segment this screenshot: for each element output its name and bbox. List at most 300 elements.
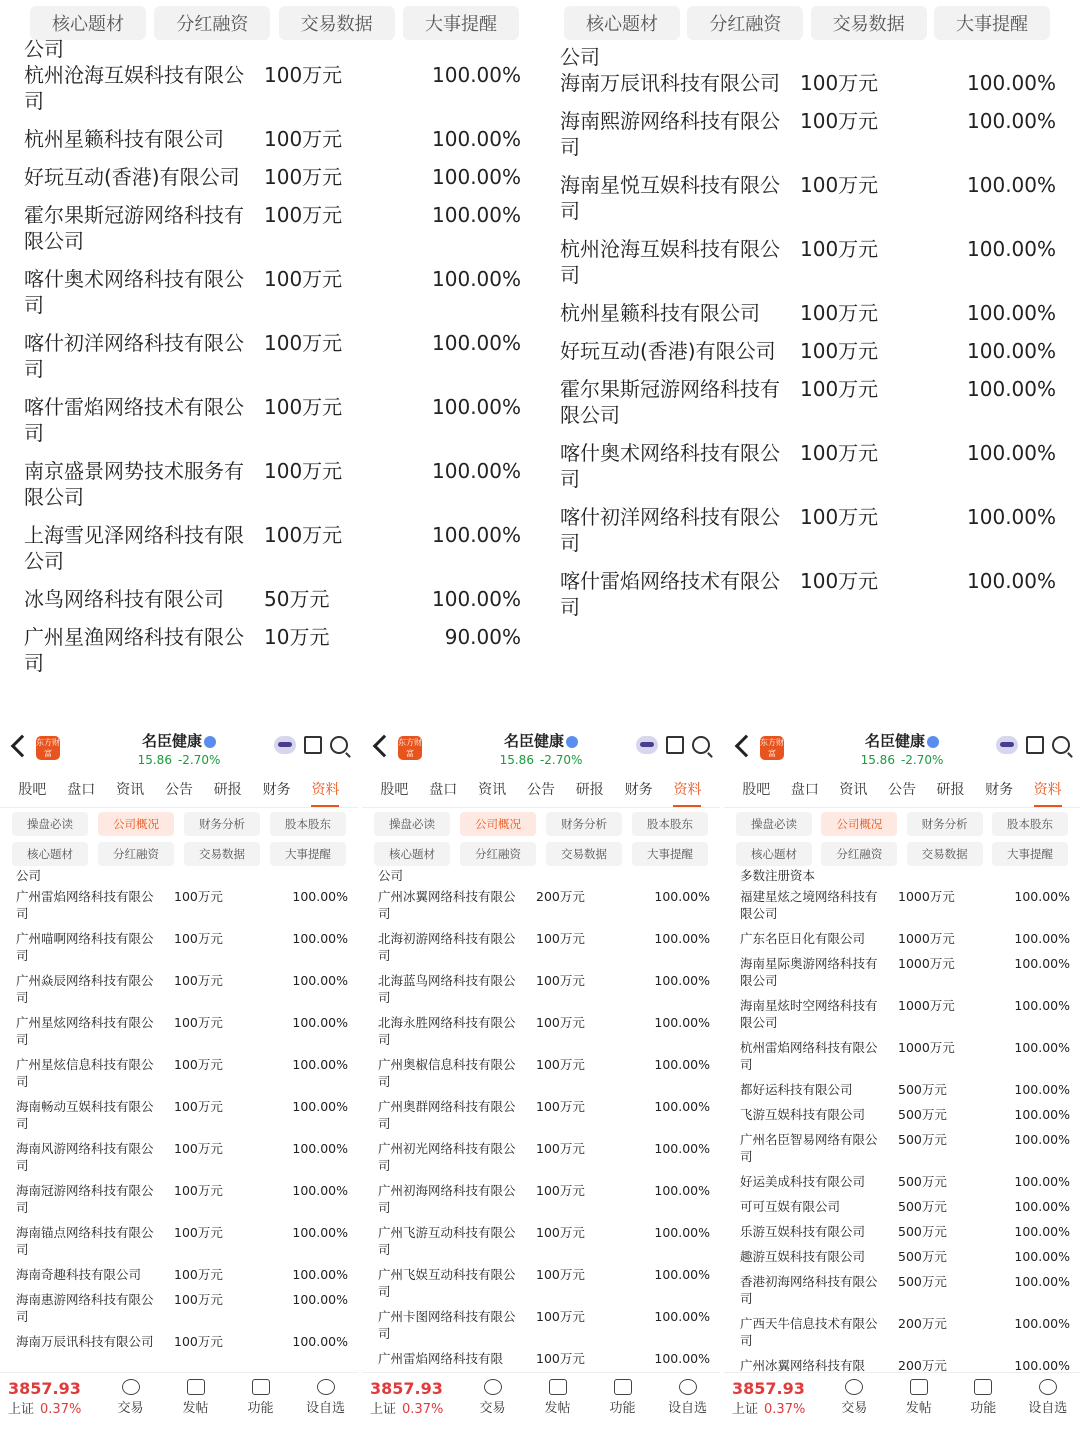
subtab-操盘必读[interactable]: 操盘必读 <box>374 812 450 836</box>
nav-资料[interactable]: 资料 <box>1034 778 1062 807</box>
registered-capital: 100万元 <box>264 267 343 291</box>
holding-ratio: 100.00% <box>1014 998 1070 1013</box>
table-row <box>540 376 1080 428</box>
table-row <box>540 338 1080 364</box>
top-tabs <box>540 6 1080 40</box>
stock-price: 15.86 <box>137 753 172 767</box>
sub-tabs <box>724 812 1080 872</box>
search-icon[interactable] <box>330 736 348 754</box>
registered-capital: 1000万元 <box>898 1040 955 1055</box>
holding-ratio: 100.00% <box>1014 1316 1070 1331</box>
table-row <box>0 586 535 612</box>
registered-capital: 100万元 <box>800 109 879 133</box>
holding-ratio: 100.00% <box>654 1267 710 1282</box>
bottom-tab-功能[interactable] <box>228 1379 293 1416</box>
company-name: 广州冰翼网络科技有限公司 <box>378 889 516 921</box>
holding-ratio: 100.00% <box>432 395 521 419</box>
bottom-tab-label: 交易 <box>117 1401 144 1416</box>
registered-capital: 100万元 <box>536 1099 585 1114</box>
holding-ratio: 100.00% <box>1014 1132 1070 1147</box>
company-name: 喀什雷焰网络技术有限公司 <box>560 569 780 619</box>
holding-ratio: 100.00% <box>1014 1040 1070 1055</box>
subtab-交易数据[interactable]: 交易数据 <box>546 842 622 866</box>
stock-quote <box>0 753 358 767</box>
registered-capital: 100万元 <box>174 1267 223 1282</box>
registered-capital: 100万元 <box>264 395 343 419</box>
nav-股吧[interactable]: 股吧 <box>742 782 771 798</box>
nav-资讯[interactable]: 资讯 <box>839 782 868 798</box>
app-logo: 东方财富 <box>398 738 422 758</box>
table-row <box>724 1315 1080 1349</box>
company-name: 北海永胜网络科技有限公司 <box>378 1015 516 1047</box>
subtab-财务分析[interactable]: 财务分析 <box>907 812 983 836</box>
subtab-财务分析[interactable]: 财务分析 <box>546 812 622 836</box>
subsidiary-list <box>0 37 535 688</box>
holding-ratio: 100.00% <box>292 1141 348 1156</box>
company-name: 杭州星籁科技有限公司 <box>24 127 224 151</box>
tab-核心题材[interactable]: 核心题材 <box>564 6 680 40</box>
subtab-操盘必读[interactable]: 操盘必读 <box>12 812 88 836</box>
table-row <box>0 888 358 922</box>
bottom-tab-设自选[interactable] <box>293 1379 358 1416</box>
stock-change: -2.70% <box>539 753 583 767</box>
index-value: 3857.93 <box>370 1378 443 1398</box>
stock-name: 名臣健康 <box>0 730 358 751</box>
company-name: 广西天牛信息技术有限公司 <box>740 1316 878 1348</box>
nav-股吧[interactable]: 股吧 <box>18 782 47 798</box>
registered-capital: 100万元 <box>800 569 879 593</box>
nav-公告[interactable]: 公告 <box>526 782 555 798</box>
registered-capital: 100万元 <box>800 301 879 325</box>
registered-capital: 100万元 <box>174 1141 223 1156</box>
app-header <box>362 722 720 776</box>
holding-ratio: 100.00% <box>432 165 521 189</box>
stock-name: 名臣健康 <box>362 730 720 751</box>
company-name: 广州飞游互动科技有限公司 <box>378 1225 516 1257</box>
nav-资料[interactable]: 资料 <box>311 778 339 807</box>
nav-股吧[interactable]: 股吧 <box>380 782 409 798</box>
more-icon <box>1039 1379 1057 1395</box>
subtab-核心题材[interactable]: 核心题材 <box>736 842 812 866</box>
subtab-核心题材[interactable]: 核心题材 <box>12 842 88 866</box>
table-row <box>362 1350 720 1367</box>
bottom-tab-交易[interactable] <box>98 1379 163 1416</box>
search-icon[interactable] <box>692 736 710 754</box>
holding-ratio: 100.00% <box>292 1267 348 1282</box>
table-row <box>362 1308 720 1342</box>
table-row <box>0 1333 358 1350</box>
table-row <box>362 1182 720 1216</box>
bottom-tab-功能[interactable] <box>951 1379 1016 1416</box>
bottom-tab-label: 设自选 <box>667 1401 707 1416</box>
table-row <box>0 202 535 254</box>
index-quote[interactable] <box>8 1379 98 1417</box>
table-row <box>362 1098 720 1132</box>
table-row <box>540 108 1080 160</box>
nav-公告[interactable]: 公告 <box>164 782 193 798</box>
screenshot-bottom-right <box>724 722 1080 1440</box>
company-name: 北海蓝鸟网络科技有限公司 <box>378 973 516 1005</box>
bottom-tab-label: 交易 <box>841 1401 868 1416</box>
registered-capital: 100万元 <box>536 1351 585 1366</box>
bottom-tab-label: 发帖 <box>544 1401 571 1416</box>
company-name: 海南万辰讯科技有限公司 <box>560 71 780 95</box>
holding-ratio: 100.00% <box>1014 1358 1070 1373</box>
stock-change: -2.70% <box>900 753 944 767</box>
sub-tab-row <box>374 812 708 836</box>
nav-资讯[interactable]: 资讯 <box>116 782 145 798</box>
bottom-tab-功能[interactable] <box>590 1379 655 1416</box>
registered-capital: 200万元 <box>898 1358 947 1373</box>
company-name: 广州雷焰网络科技有限 <box>378 1351 504 1366</box>
registered-capital: 500万元 <box>898 1174 947 1189</box>
holding-ratio: 100.00% <box>967 569 1056 593</box>
sub-tab-row <box>374 842 708 866</box>
tab-交易数据[interactable]: 交易数据 <box>279 6 395 40</box>
stock-price: 15.86 <box>860 753 895 767</box>
table-row <box>724 955 1080 989</box>
subtab-股本股东[interactable]: 股本股东 <box>270 812 346 836</box>
holding-ratio: 100.00% <box>1014 1082 1070 1097</box>
sub-tabs <box>362 812 720 872</box>
holding-ratio: 100.00% <box>967 173 1056 197</box>
company-name: 海南冠游网络科技有限公司 <box>16 1183 154 1215</box>
row-partial <box>0 37 535 62</box>
registered-capital: 100万元 <box>264 459 343 483</box>
nav-资讯[interactable]: 资讯 <box>478 782 507 798</box>
index-name: 上证 0.37% <box>732 1401 806 1417</box>
company-name: 北海初游网络科技有限公司 <box>378 931 516 963</box>
company-name: 香港初海网络科技有限公司 <box>740 1274 878 1306</box>
table-row <box>540 70 1080 96</box>
company-name: 都好运科技有限公司 <box>740 1082 853 1097</box>
bottom-tab-发帖[interactable] <box>525 1379 590 1416</box>
subtab-大事提醒[interactable]: 大事提醒 <box>632 842 708 866</box>
subtab-分红融资[interactable]: 分红融资 <box>98 842 174 866</box>
registered-capital: 100万元 <box>536 973 585 988</box>
screenshot-bottom-middle <box>362 722 720 1440</box>
registered-capital: 100万元 <box>536 1183 585 1198</box>
registered-capital: 100万元 <box>174 1292 223 1307</box>
company-name: 广州飞娱互动科技有限公司 <box>378 1267 516 1299</box>
subtab-股本股东[interactable]: 股本股东 <box>632 812 708 836</box>
main-nav <box>362 778 720 808</box>
table-row <box>724 1081 1080 1098</box>
company-name: 广州星炫网络科技有限公司 <box>16 1015 154 1047</box>
subtab-大事提醒[interactable]: 大事提醒 <box>992 842 1068 866</box>
table-row <box>0 1056 358 1090</box>
holding-ratio: 100.00% <box>432 63 521 87</box>
index-value: 3857.93 <box>732 1378 805 1398</box>
more-icon <box>679 1379 697 1395</box>
nav-财务[interactable]: 财务 <box>262 782 291 798</box>
bottom-tab-设自选[interactable] <box>655 1379 720 1416</box>
table-row <box>0 522 535 574</box>
tab-大事提醒[interactable]: 大事提醒 <box>403 6 519 40</box>
top-tabs <box>0 6 535 40</box>
nav-财务[interactable]: 财务 <box>624 782 653 798</box>
subtab-股本股东[interactable]: 股本股东 <box>992 812 1068 836</box>
table-row <box>362 1224 720 1258</box>
index-change: 0.37% <box>40 1401 82 1417</box>
index-quote[interactable] <box>370 1379 460 1417</box>
company-name: 杭州沧海互娱科技有限公司 <box>24 63 244 113</box>
holding-ratio: 100.00% <box>654 1183 710 1198</box>
registered-capital: 10万元 <box>264 625 330 649</box>
company-name: 公司 <box>24 37 64 61</box>
assistant-icon[interactable] <box>636 736 658 754</box>
table-row <box>724 1106 1080 1123</box>
company-name: 广州焱辰网络科技有限公司 <box>16 973 154 1005</box>
stock-quote <box>724 753 1080 767</box>
nav-公告[interactable]: 公告 <box>887 782 916 798</box>
registered-capital: 100万元 <box>174 889 223 904</box>
holding-ratio: 100.00% <box>654 1015 710 1030</box>
holding-ratio: 100.00% <box>654 889 710 904</box>
table-row <box>540 568 1080 620</box>
bottom-bar <box>724 1372 1080 1422</box>
bottom-tab-label: 功能 <box>970 1401 997 1416</box>
holding-ratio: 100.00% <box>292 1225 348 1240</box>
holding-ratio: 100.00% <box>432 127 521 151</box>
subtab-交易数据[interactable]: 交易数据 <box>184 842 260 866</box>
main-nav <box>0 778 358 808</box>
company-name: 上海雪见泽网络科技有限公司 <box>24 523 244 573</box>
company-name: 广州初光网络科技有限公司 <box>378 1141 516 1173</box>
subtab-公司概况[interactable]: 公司概况 <box>821 812 897 836</box>
subsidiary-list <box>0 868 358 1372</box>
registered-capital: 50万元 <box>264 587 330 611</box>
registered-capital: 100万元 <box>264 203 343 227</box>
company-name: 喀什奥术网络科技有限公司 <box>24 267 244 317</box>
registered-capital: 100万元 <box>264 63 343 87</box>
grid-icon <box>974 1379 992 1395</box>
table-row <box>0 458 535 510</box>
registered-capital: 100万元 <box>174 1057 223 1072</box>
registered-capital: 500万元 <box>898 1274 947 1289</box>
stock-quote <box>362 753 720 767</box>
company-name: 好玩互动(香港)有限公司 <box>24 165 240 189</box>
table-row <box>0 394 535 446</box>
holding-ratio: 100.00% <box>654 1099 710 1114</box>
registered-capital: 100万元 <box>264 331 343 355</box>
company-name: 广州星炫信息科技有限公司 <box>16 1057 154 1089</box>
nav-研报[interactable]: 研报 <box>575 782 604 798</box>
table-row <box>0 972 358 1006</box>
holding-ratio: 100.00% <box>292 1015 348 1030</box>
holding-ratio: 100.00% <box>654 1309 710 1324</box>
subtab-大事提醒[interactable]: 大事提醒 <box>270 842 346 866</box>
subtab-操盘必读[interactable]: 操盘必读 <box>736 812 812 836</box>
holding-ratio: 100.00% <box>432 523 521 547</box>
subtab-核心题材[interactable]: 核心题材 <box>374 842 450 866</box>
company-name: 海南奇趣科技有限公司 <box>16 1267 142 1282</box>
registered-capital: 1000万元 <box>898 931 955 946</box>
tab-核心题材[interactable]: 核心题材 <box>30 6 146 40</box>
registered-capital: 100万元 <box>800 441 879 465</box>
table-row <box>724 1198 1080 1215</box>
edit-icon <box>910 1379 928 1395</box>
holding-ratio: 100.00% <box>292 931 348 946</box>
nav-研报[interactable]: 研报 <box>213 782 242 798</box>
nav-财务[interactable]: 财务 <box>985 782 1014 798</box>
table-row <box>362 930 720 964</box>
subtab-分红融资[interactable]: 分红融资 <box>821 842 897 866</box>
registered-capital: 100万元 <box>800 377 879 401</box>
company-name: 广州喵啊网络科技有限公司 <box>16 931 154 963</box>
company-name: 广州名臣智易网络有限公司 <box>740 1132 878 1164</box>
holding-ratio: 100.00% <box>292 1292 348 1307</box>
registered-capital: 100万元 <box>536 1309 585 1324</box>
table-row <box>0 164 535 190</box>
nav-盘口[interactable]: 盘口 <box>790 782 819 798</box>
sub-tab-row <box>12 812 346 836</box>
search-icon[interactable] <box>1052 736 1070 754</box>
company-name: 福建星炫之境网络科技有限公司 <box>740 889 878 921</box>
subtab-公司概况[interactable]: 公司概况 <box>98 812 174 836</box>
app-logo: 东方财富 <box>760 738 784 758</box>
bottom-tab-交易[interactable] <box>460 1379 525 1416</box>
subtab-分红融资[interactable]: 分红融资 <box>460 842 536 866</box>
table-row <box>362 1140 720 1174</box>
company-name: 广州奥椒信息科技有限公司 <box>378 1057 516 1089</box>
holding-ratio: 100.00% <box>432 459 521 483</box>
table-row <box>0 1266 358 1283</box>
assistant-icon[interactable] <box>996 736 1018 754</box>
index-change: 0.37% <box>402 1401 444 1417</box>
screenshot-bottom-left <box>0 722 358 1440</box>
company-name: 海南畅动互娱科技有限公司 <box>16 1099 154 1131</box>
tab-交易数据[interactable]: 交易数据 <box>811 6 927 40</box>
registered-capital: 100万元 <box>536 1267 585 1282</box>
holding-ratio: 100.00% <box>654 931 710 946</box>
company-name: 广州星渔网络科技有限公司 <box>24 625 244 675</box>
registered-capital: 100万元 <box>536 1057 585 1072</box>
holding-ratio: 100.00% <box>967 71 1056 95</box>
table-row <box>0 126 535 152</box>
bottom-tab-label: 交易 <box>479 1401 506 1416</box>
nav-资料[interactable]: 资料 <box>673 778 701 807</box>
tab-分红融资[interactable]: 分红融资 <box>687 6 803 40</box>
subtab-交易数据[interactable]: 交易数据 <box>907 842 983 866</box>
registered-capital: 100万元 <box>264 165 343 189</box>
company-name: 广东名臣日化有限公司 <box>740 931 866 946</box>
table-row <box>724 888 1080 922</box>
bottom-tab-交易[interactable] <box>822 1379 887 1416</box>
bottom-tab-发帖[interactable] <box>887 1379 952 1416</box>
table-row <box>540 300 1080 326</box>
holding-ratio: 100.00% <box>1014 1249 1070 1264</box>
registered-capital: 100万元 <box>536 1015 585 1030</box>
subsidiary-list <box>540 45 1080 632</box>
sub-tabs <box>0 812 358 872</box>
table-row <box>362 1056 720 1090</box>
company-name: 冰鸟网络科技有限公司 <box>24 587 224 611</box>
table-row <box>540 172 1080 224</box>
table-row <box>540 236 1080 288</box>
holding-ratio: 100.00% <box>432 587 521 611</box>
company-name: 霍尔果斯冠游网络科技有限公司 <box>560 377 780 427</box>
row-partial <box>0 868 358 884</box>
registered-capital: 500万元 <box>898 1107 947 1122</box>
grid-icon <box>614 1379 632 1395</box>
holding-ratio: 100.00% <box>654 1225 710 1240</box>
index-quote[interactable] <box>732 1379 822 1417</box>
registered-capital: 100万元 <box>800 173 879 197</box>
holding-ratio: 100.00% <box>654 973 710 988</box>
row-partial <box>540 45 1080 70</box>
company-name: 海南惠游网络科技有限公司 <box>16 1292 154 1324</box>
tab-大事提醒[interactable]: 大事提醒 <box>934 6 1050 40</box>
company-name: 乐游互娱科技有限公司 <box>740 1224 866 1239</box>
bottom-tab-label: 发帖 <box>182 1401 209 1416</box>
company-name: 杭州雷焰网络科技有限公司 <box>740 1040 878 1072</box>
nav-研报[interactable]: 研报 <box>936 782 965 798</box>
registered-capital: 200万元 <box>536 889 585 904</box>
stock-price: 15.86 <box>499 753 534 767</box>
registered-capital: 100万元 <box>174 1099 223 1114</box>
holding-ratio: 100.00% <box>292 1057 348 1072</box>
holding-ratio: 100.00% <box>292 1334 348 1349</box>
company-name: 海南熙游网络科技有限公司 <box>560 109 780 159</box>
subtab-财务分析[interactable]: 财务分析 <box>184 812 260 836</box>
table-row <box>362 1266 720 1300</box>
yen-icon <box>845 1379 863 1395</box>
company-name: 飞游互娱科技有限公司 <box>740 1107 866 1122</box>
holding-ratio: 100.00% <box>1014 1199 1070 1214</box>
share-icon[interactable] <box>666 736 684 754</box>
assistant-icon[interactable] <box>274 736 296 754</box>
nav-盘口[interactable]: 盘口 <box>67 782 96 798</box>
tab-分红融资[interactable]: 分红融资 <box>154 6 270 40</box>
table-row <box>724 1039 1080 1073</box>
holding-ratio: 100.00% <box>1014 931 1070 946</box>
share-icon[interactable] <box>1026 736 1044 754</box>
holding-ratio: 100.00% <box>654 1057 710 1072</box>
registered-capital: 100万元 <box>536 931 585 946</box>
holding-ratio: 100.00% <box>967 109 1056 133</box>
bottom-tab-设自选[interactable] <box>1016 1379 1080 1416</box>
nav-盘口[interactable]: 盘口 <box>429 782 458 798</box>
header-icons <box>274 736 348 754</box>
bottom-tab-发帖[interactable] <box>163 1379 228 1416</box>
app-header <box>0 722 358 776</box>
holding-ratio: 100.00% <box>967 237 1056 261</box>
holding-ratio: 100.00% <box>292 973 348 988</box>
holding-ratio: 100.00% <box>967 441 1056 465</box>
table-row <box>362 1014 720 1048</box>
registered-capital: 100万元 <box>264 127 343 151</box>
registered-capital: 100万元 <box>536 1225 585 1240</box>
subtab-公司概况[interactable]: 公司概况 <box>460 812 536 836</box>
registered-capital: 500万元 <box>898 1199 947 1214</box>
holding-ratio: 100.00% <box>432 331 521 355</box>
registered-capital: 200万元 <box>898 1316 947 1331</box>
app-logo: 东方财富 <box>36 738 60 758</box>
table-row <box>0 1224 358 1258</box>
holding-ratio: 100.00% <box>1014 1274 1070 1289</box>
verified-icon <box>927 736 939 748</box>
share-icon[interactable] <box>304 736 322 754</box>
holding-ratio: 100.00% <box>967 339 1056 363</box>
company-name: 公司 <box>560 45 600 69</box>
holding-ratio: 100.00% <box>1014 1107 1070 1122</box>
holding-ratio: 100.00% <box>967 301 1056 325</box>
company-name: 趣游互娱科技有限公司 <box>740 1249 866 1264</box>
company-name: 好玩互动(香港)有限公司 <box>560 339 776 363</box>
table-row <box>540 440 1080 492</box>
company-name: 广州雷焰网络科技有限公司 <box>16 889 154 921</box>
